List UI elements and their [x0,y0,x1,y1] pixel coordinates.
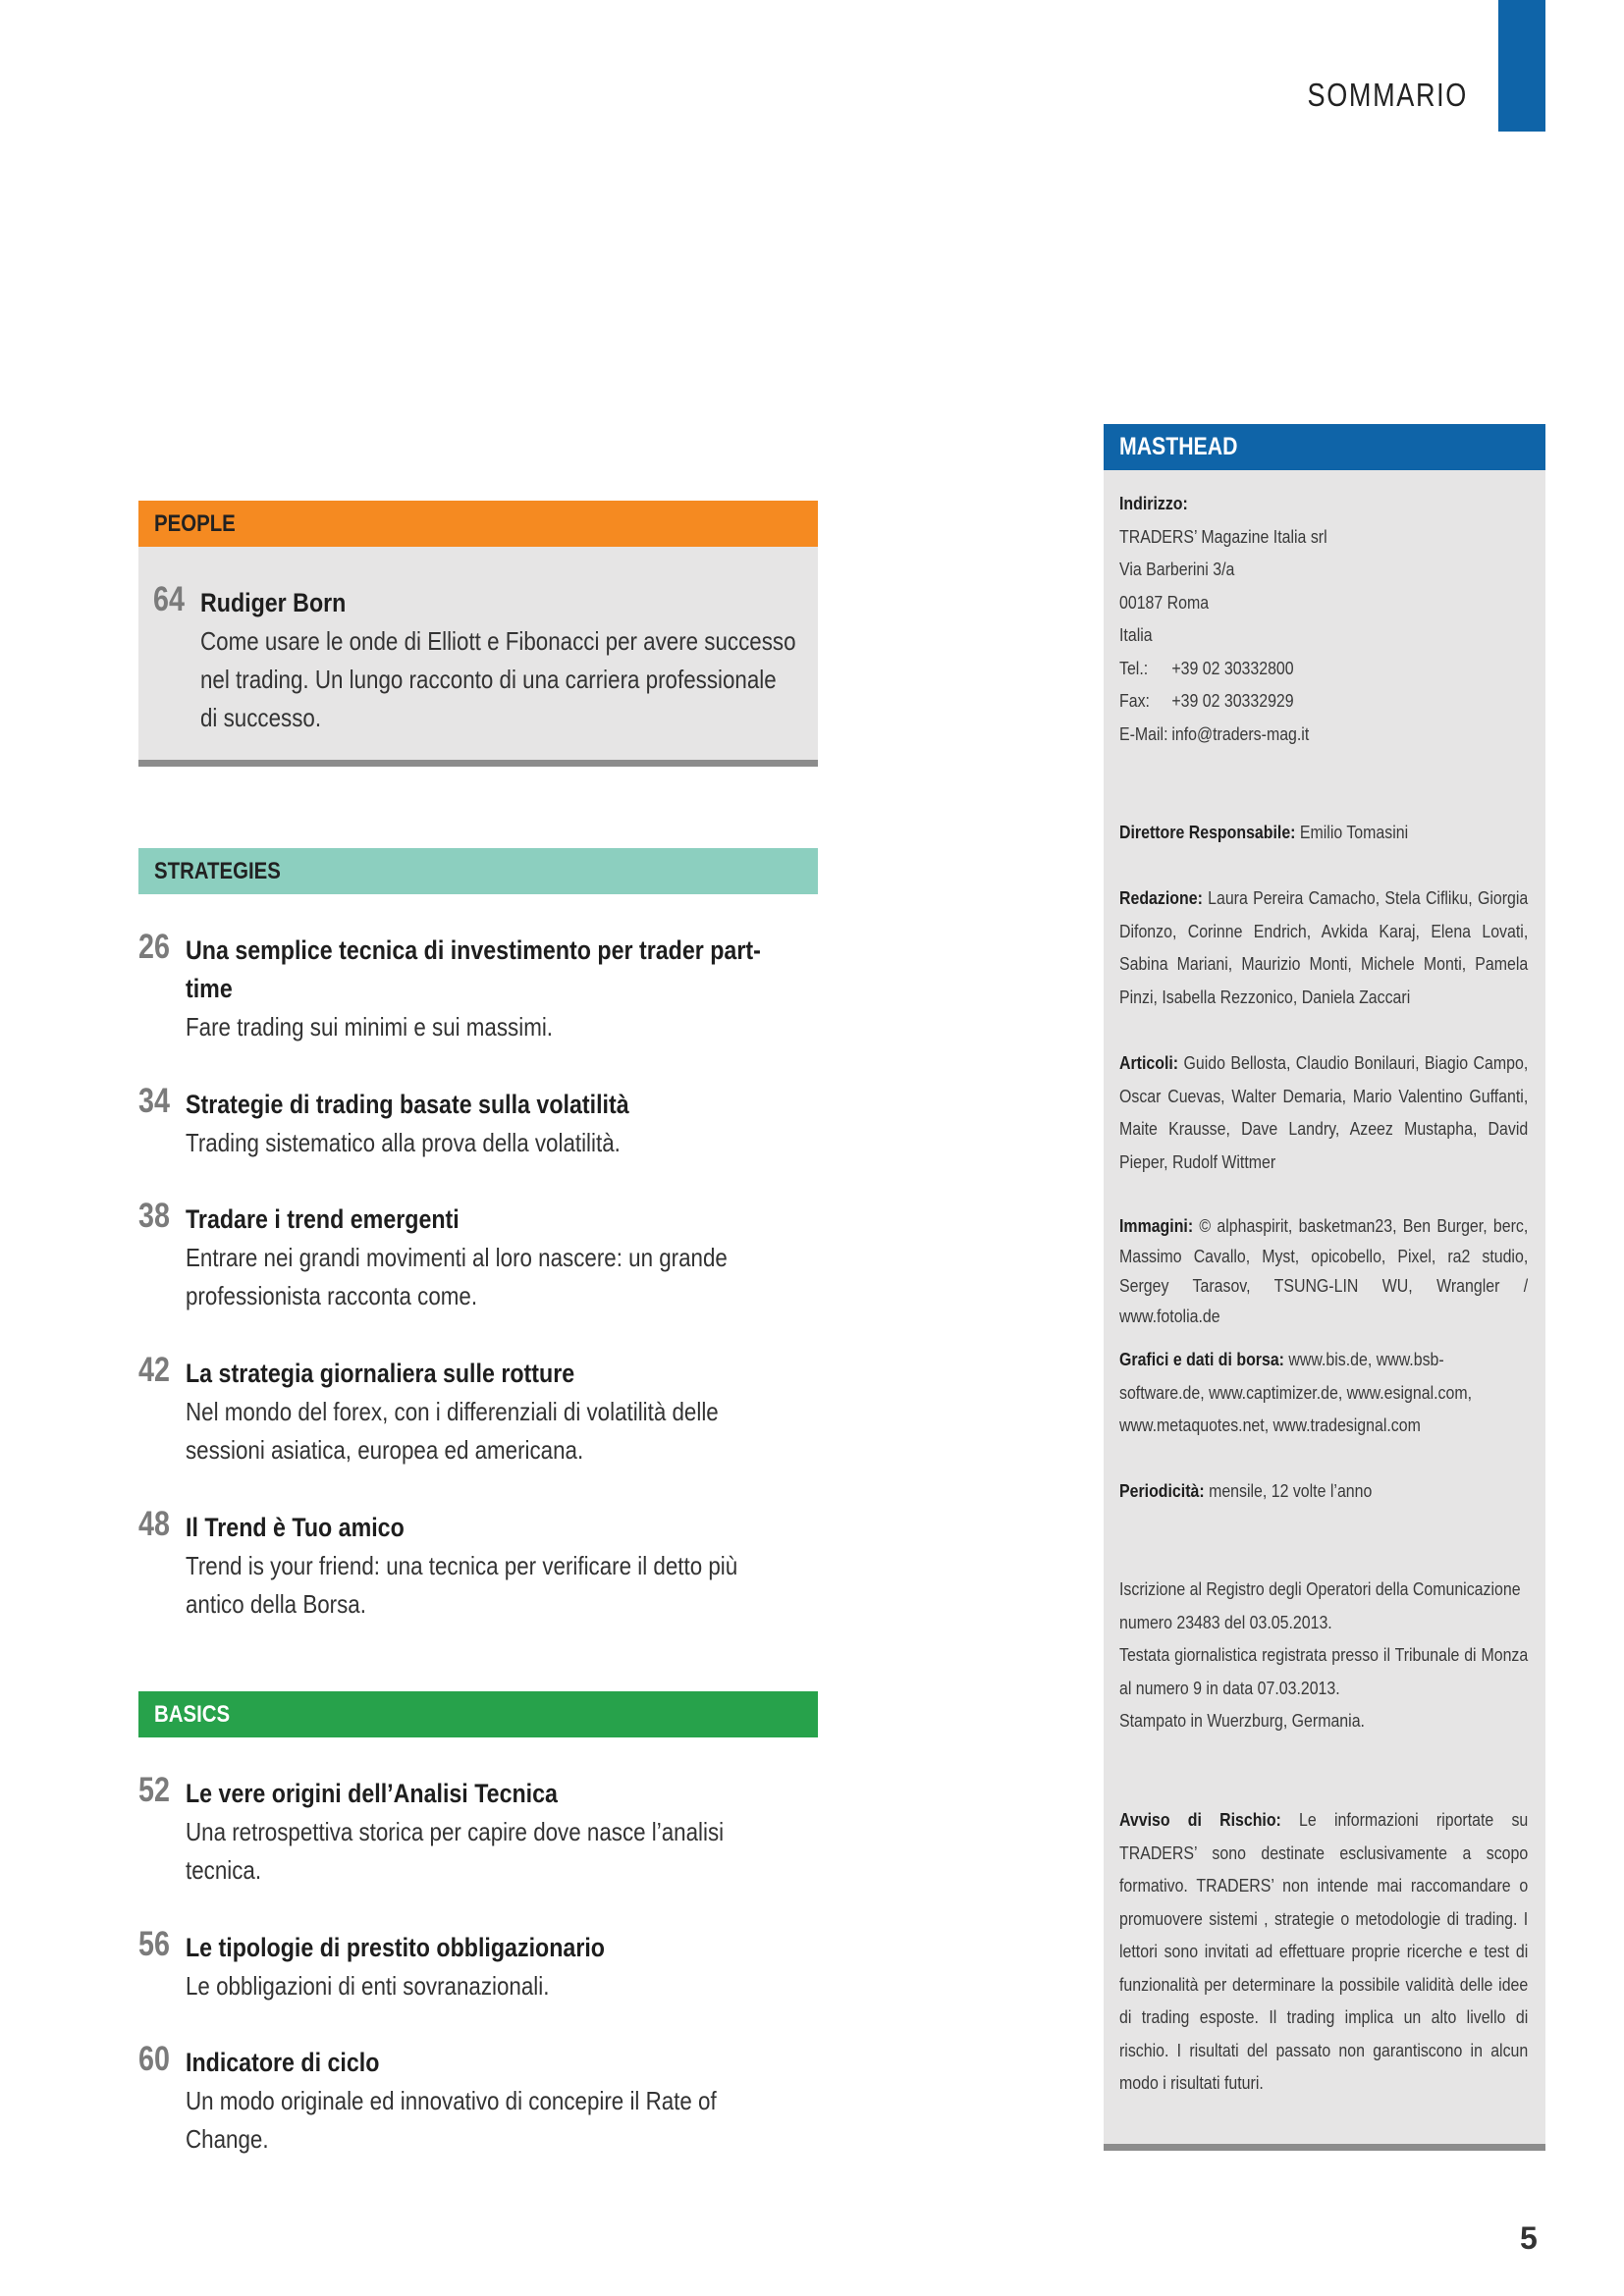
article-page-number: 38 [138,1197,170,1235]
director-value: Emilio Tomasini [1299,822,1409,842]
article-page-number: 60 [138,2040,170,2078]
charts-value: www.bis.de, www.bsb-software.de, www.captimizer.de, www.esignal.com, www.metaquotes.net, www.tradesignal.com [1119,1349,1473,1435]
article-title: Le tipologie di prestito obbligazionario [186,1933,605,1962]
article-title: La strategia giornaliera sulle rotture [186,1359,575,1388]
article-page-number: 52 [138,1771,170,1809]
article-title: Strategie di trading basate sulla volatilità [186,1090,629,1119]
masthead-periodicity [1119,1474,1528,1508]
article-desc-line: tecnica. [186,1855,262,1885]
periodicity-value: mensile, 12 volte l’anno [1209,1480,1373,1501]
tel-row [1119,652,1528,685]
masthead-address [1119,487,1528,750]
masthead-header [1104,424,1545,470]
article-desc-line: nel trading. Un lungo racconto di una carriera professionale [200,665,777,694]
masthead-images [1119,1211,1528,1331]
article-page-number: 26 [138,928,170,966]
masthead-risk [1119,1803,1528,2100]
article-title: Rudiger Born [200,588,347,617]
article-title: Una semplice tecnica di investimento per trader part- [186,935,761,965]
article-entry[interactable] [138,928,806,1046]
article-desc-line: sessioni asiatica, europea ed americana. [186,1435,584,1465]
tel-label: Tel.: [1119,657,1149,678]
article-page-number: 34 [138,1082,170,1120]
article-entry[interactable] [138,1505,806,1624]
article-desc-line: Come usare le onde di Elliott e Fibonacci per avere successo [200,626,796,656]
risk-label: Avviso di Rischio: [1119,1809,1281,1830]
section-label: STRATEGIES [154,858,281,884]
address-label: Indirizzo: [1119,493,1188,513]
address-line: Italia [1119,624,1153,645]
articles-value: Guido Bellosta, Claudio Bonilauri, Biagio Campo, Oscar Cuevas, Walter Demaria, Mario Valentino Guffanti, Maite Krausse, Dave Landry, Azeez Mustapha, David Pieper, Rudolf Wittmer [1119,1052,1529,1172]
email-link[interactable]: info@traders-mag.it [1171,722,1310,744]
address-line: 00187 Roma [1119,591,1210,613]
masthead-articles [1119,1046,1528,1178]
article-desc-line: Entrare nei grandi movimenti al loro nascere: un grande [186,1243,728,1272]
article-entry[interactable] [138,2040,806,2159]
page-number: 5 [1520,2220,1538,2256]
article-entry[interactable] [138,1351,806,1469]
article-page-number: 56 [138,1925,170,1963]
email-row [1119,718,1528,751]
masthead-printed: Stampato in Wuerzburg, Germania. [1119,1710,1365,1731]
section-header-strategies [138,848,818,894]
article-title: Tradare i trend emergenti [186,1204,460,1234]
images-label: Immagini: [1119,1215,1194,1236]
fax-value: +39 02 30332929 [1171,690,1294,711]
article-desc-line: Una retrospettiva storica per capire dove nasce l’analisi [186,1817,725,1846]
article-desc-line: di successo. [200,703,322,732]
section-label: BASICS [154,1701,231,1728]
tel-value: +39 02 30332800 [1171,657,1294,678]
articles-label: Articoli: [1119,1052,1179,1073]
masthead-editorial [1119,881,1528,1013]
article-desc-line: Nel mondo del forex, con i differenziali di volatilità delle [186,1397,719,1426]
article-desc-line: Trend is your friend: una tecnica per verificare il detto più [186,1551,738,1580]
masthead-box [1104,470,1545,2151]
masthead-registration: Testata giornalistica registrata presso il Tribunale di Monza al numero 9 in data 07.03.2013. [1119,1644,1529,1698]
charts-label: Grafici e dati di borsa: [1119,1349,1284,1369]
masthead-registry: Iscrizione al Registro degli Operatori della Comunicazione numero 23483 del 03.05.2013. [1119,1578,1521,1632]
article-desc-line: Change. [186,2124,269,2154]
address-line: TRADERS’ Magazine Italia srl [1119,525,1327,547]
masthead-label: MASTHEAD [1119,433,1238,460]
fax-label: Fax: [1119,690,1150,711]
masthead-director [1119,816,1528,849]
article-page-number: 42 [138,1351,170,1389]
article-title: time [186,974,233,1003]
page-title: SOMMARIO [1307,77,1468,113]
address-line: Via Barberini 3/a [1119,559,1235,579]
article-entry[interactable] [153,580,821,737]
article-desc-line: Trading sistematico alla prova della volatilità. [186,1128,621,1157]
section-label: PEOPLE [154,510,236,537]
section-header-people [138,501,818,547]
article-page-number: 48 [138,1505,170,1543]
article-entry[interactable] [138,1082,806,1162]
editorial-label: Redazione: [1119,887,1203,908]
article-title: Le vere origini dell’Analisi Tecnica [186,1779,558,1808]
article-desc-line: professionista racconta come. [186,1281,478,1310]
section-header-basics [138,1691,818,1737]
article-entry[interactable] [138,1925,806,2005]
images-value: © alphaspirit, basketman23, Ben Burger, berc, Massimo Cavallo, Myst, opicobello, Pixel, ra2 studio, Sergey Tarasov, TSUNG-LIN WU, Wrangler / www.fotolia.de [1119,1215,1529,1326]
masthead-charts [1119,1343,1528,1442]
article-entry[interactable] [138,1197,806,1315]
article-title: Indicatore di ciclo [186,2048,380,2077]
article-desc-line: antico della Borsa. [186,1589,366,1619]
article-desc-line: Un modo originale ed innovativo di concepire il Rate of [186,2086,717,2115]
article-desc-line: Le obbligazioni di enti sovranazionali. [186,1971,550,2001]
fax-row [1119,684,1528,718]
email-label: E-Mail: [1119,722,1168,744]
article-entry[interactable] [138,1771,806,1890]
periodicity-label: Periodicità: [1119,1480,1205,1501]
article-desc-line: Fare trading sui minimi e sui massimi. [186,1012,554,1041]
article-title: Il Trend è Tuo amico [186,1513,405,1542]
header-accent-tab [1498,0,1545,132]
risk-value: Le informazioni riportate su TRADERS’ sono destinate esclusivamente a scopo formativo. TRADERS’ non intende mai raccomandare o promuovere sistemi , strategie o metodologie di trading. I lettori sono invitati ad effettuare proprie ricerche e test di funzionalità per determinare la possibile validità delle idee di trading esposte. Il trading implica un alto livello di rischio. I risultati del passato non garantiscono in alcun modo i risultati futuri. [1119,1809,1529,2093]
editorial-value: Laura Pereira Camacho, Stela Cifliku, Giorgia Difonzo, Corinne Endrich, Avkida Karaj, Elena Lovati, Sabina Mariani, Maurizio Monti, Michele Monti, Pamela Pinzi, Isabella Rezzonico, Daniela Zaccari [1119,887,1529,1007]
article-page-number: 64 [153,580,185,618]
director-label: Direttore Responsabile: [1119,822,1296,842]
